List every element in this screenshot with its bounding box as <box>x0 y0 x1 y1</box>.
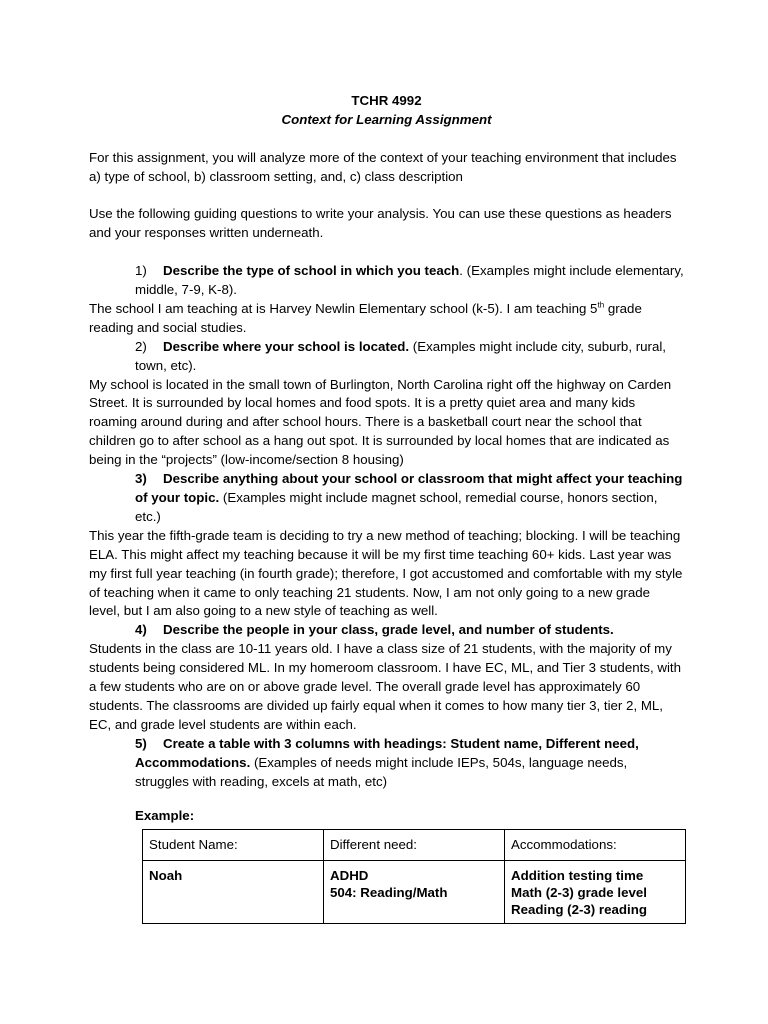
question-4-number: 4) <box>135 622 147 638</box>
table-header-row <box>143 830 686 861</box>
table-row <box>143 861 686 924</box>
question-1-rest: . (Examples might include elementary, middle, 7-9, K-8). <box>135 263 684 298</box>
intro-paragraph-1: For this assignment, you will analyze more of the context of your teaching environment that includes a) type of school, b) classroom setting, and, c) class description <box>89 149 677 184</box>
example-table <box>142 829 686 924</box>
answer-2: My school is located in the small town of Burlington, North Carolina right off the highway on Carden Street. It is surrounded by local homes and food spots. It is a pretty quiet area and many kids roaming around during and after school hours. There is a basketball court near the school that children go to after school as a hang out spot. It is surrounded by local homes that are indicated as being in the “projects” (low-income/section 8 housing) <box>89 376 672 468</box>
question-2-rest: (Examples might include city, suburb, rural, town, etc). <box>135 338 667 373</box>
question-4-bold: Describe the people in your class, grade level, and number of students. <box>163 622 614 638</box>
answer-1 <box>89 300 684 338</box>
question-5 <box>89 735 684 792</box>
need-line-1: ADHD <box>330 868 369 884</box>
assignment-title: Context for Learning Assignment <box>281 111 492 127</box>
document-content <box>89 92 684 924</box>
question-2 <box>89 338 684 376</box>
accommodation-line-2: Math (2-3) grade level <box>511 885 647 901</box>
header-student-name: Student Name: <box>143 830 324 861</box>
question-3-number: 3) <box>135 471 147 487</box>
course-code: TCHR 4992 <box>351 93 422 108</box>
answer-4: Students in the class are 10-11 years old. I have a class size of 21 students, with the majority of my students being considered ML. In my homeroom classroom. I have EC, ML, and Tier 3 students, with a few students who are on or above grade level. The overall grade level has approximately 60 students. The classrooms are divided up fairly equal when it comes to how many tier 3, tier 2, ML, EC, and grade level students are within each. <box>89 641 681 732</box>
cell-student-name: Noah <box>143 861 324 924</box>
question-3 <box>89 470 684 527</box>
question-1 <box>89 262 684 300</box>
question-1-number: 1) <box>135 263 147 279</box>
question-2-bold: Describe where your school is located. <box>163 338 410 354</box>
cell-accommodations <box>505 861 686 924</box>
question-1-bold: Describe the type of school in which you teach <box>163 263 460 279</box>
accommodation-line-1: Addition testing time <box>511 868 644 884</box>
header-accommodations: Accommodations: <box>505 830 686 861</box>
question-5-bold: Create a table with 3 columns with headings: Student name, Different need, Accommodations. <box>135 735 639 770</box>
question-3-rest: (Examples might include magnet school, remedial course, honors section, etc.) <box>135 489 658 524</box>
question-5-number: 5) <box>135 735 147 751</box>
question-5-rest: (Examples of needs might include IEPs, 504s, language needs, struggles with reading, excels at math, etc) <box>135 754 628 789</box>
need-line-2: 504: Reading/Math <box>330 885 448 901</box>
accommodation-line-3: Reading (2-3) reading <box>511 902 647 918</box>
question-4 <box>89 621 684 640</box>
question-3-bold: Describe anything about your school or classroom that might affect your teaching of your topic. <box>135 471 683 505</box>
question-2-number: 2) <box>135 338 147 354</box>
answer-3: This year the fifth-grade team is deciding to try a new method of teaching; blocking. I will be teaching ELA. This might affect my teaching because it will be my first time teaching 60+ kids. Last year was my first full year teaching (in fourth grade); therefore, I got accustomed and comfortable with my style of teaching when it came to only teaching 21 students. Now, I am not only going to a new grade level, but I am also going to a new style of teaching as well. <box>89 527 683 619</box>
intro-paragraph-2: Use the following guiding questions to write your analysis. You can use these questions as headers and your responses written underneath. <box>89 206 672 241</box>
header-different-need: Different need: <box>324 830 505 861</box>
answer-1-superscript: th <box>597 300 605 310</box>
answer-1-text: The school I am teaching at is Harvey Newlin Elementary school (k-5). I am teaching 5 <box>89 300 598 316</box>
cell-different-need <box>324 861 505 924</box>
answer-1-text-end: grade reading and social studies. <box>89 300 642 335</box>
example-label: Example: <box>135 808 195 824</box>
